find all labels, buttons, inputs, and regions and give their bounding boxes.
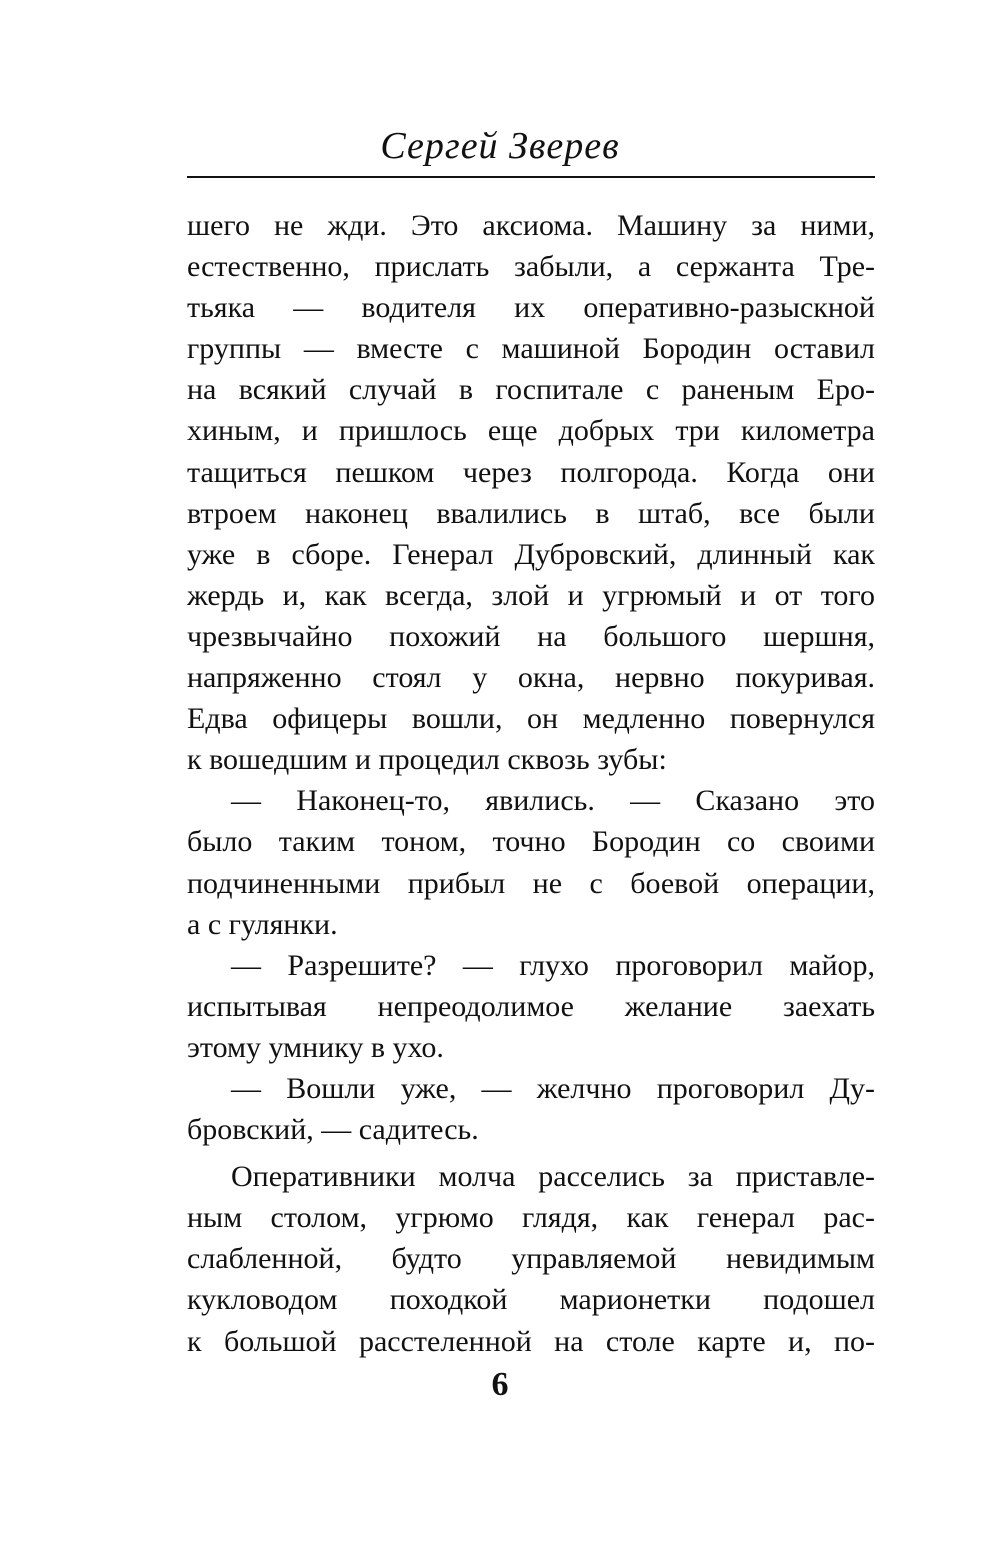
text-line: втроем наконец ввалились в штаб, все были bbox=[187, 496, 875, 530]
text-line: слабленной, будто управляемой невидимым bbox=[187, 1242, 875, 1276]
text-line: тащиться пешком через полгорода. Когда они bbox=[187, 455, 875, 489]
text-line: было таким тоном, точно Бородин со своими bbox=[187, 825, 875, 859]
paragraph-first-line: Оперативники молча расселись за приставле- bbox=[231, 1160, 875, 1194]
text-line: группы — вместе с машиной Бородин оставил bbox=[187, 332, 875, 366]
text-line: кукловодом походкой марионетки подошел bbox=[187, 1283, 875, 1317]
dialogue-line: — Разрешите? — глухо проговорил майор, bbox=[231, 948, 875, 982]
text-line: на всякий случай в госпитале с раненым Еро- bbox=[187, 373, 875, 407]
text-line: к вошедшим и процедил сквозь зубы: bbox=[187, 743, 667, 777]
text-line: Едва офицеры вошли, он медленно повернулся bbox=[187, 702, 875, 736]
text-line: хиным, и пришлось еще добрых три километра bbox=[187, 414, 875, 448]
page-number: 6 bbox=[491, 1366, 509, 1403]
text-line: этому умнику в ухо. bbox=[187, 1030, 444, 1064]
body-text bbox=[187, 205, 875, 1362]
text-line: а с гулянки. bbox=[187, 907, 338, 941]
text-line: тьяка — водителя их оперативно-разыскной bbox=[187, 291, 875, 325]
text-line: подчиненными прибыл не с боевой операции, bbox=[187, 866, 875, 900]
header-divider bbox=[187, 176, 875, 178]
text-line: к большой расстеленной на столе карте и, по- bbox=[187, 1324, 875, 1358]
running-head-author: Сергей Зверев bbox=[380, 125, 620, 167]
text-line: естественно, прислать забыли, а сержанта Тре- bbox=[187, 250, 875, 284]
text-line: испытывая непреодолимое желание заехать bbox=[187, 989, 875, 1023]
text-line: напряженно стоял у окна, нервно покуривая. bbox=[187, 661, 875, 695]
text-line: бровский, — садитесь. bbox=[187, 1113, 479, 1147]
text-line: ным столом, угрюмо глядя, как генерал рас- bbox=[187, 1201, 875, 1235]
dialogue-line: — Наконец-то, явились. — Сказано это bbox=[231, 784, 875, 818]
dialogue-line: — Вошли уже, — желчно проговорил Ду- bbox=[231, 1071, 875, 1105]
text-line: чрезвычайно похожий на большого шершня, bbox=[187, 619, 875, 653]
text-line: шего не жди. Это аксиома. Машину за ними, bbox=[187, 209, 875, 242]
text-line: жердь и, как всегда, злой и угрюмый и от того bbox=[187, 578, 875, 612]
text-line: уже в сборе. Генерал Дубровский, длинный как bbox=[187, 537, 875, 571]
